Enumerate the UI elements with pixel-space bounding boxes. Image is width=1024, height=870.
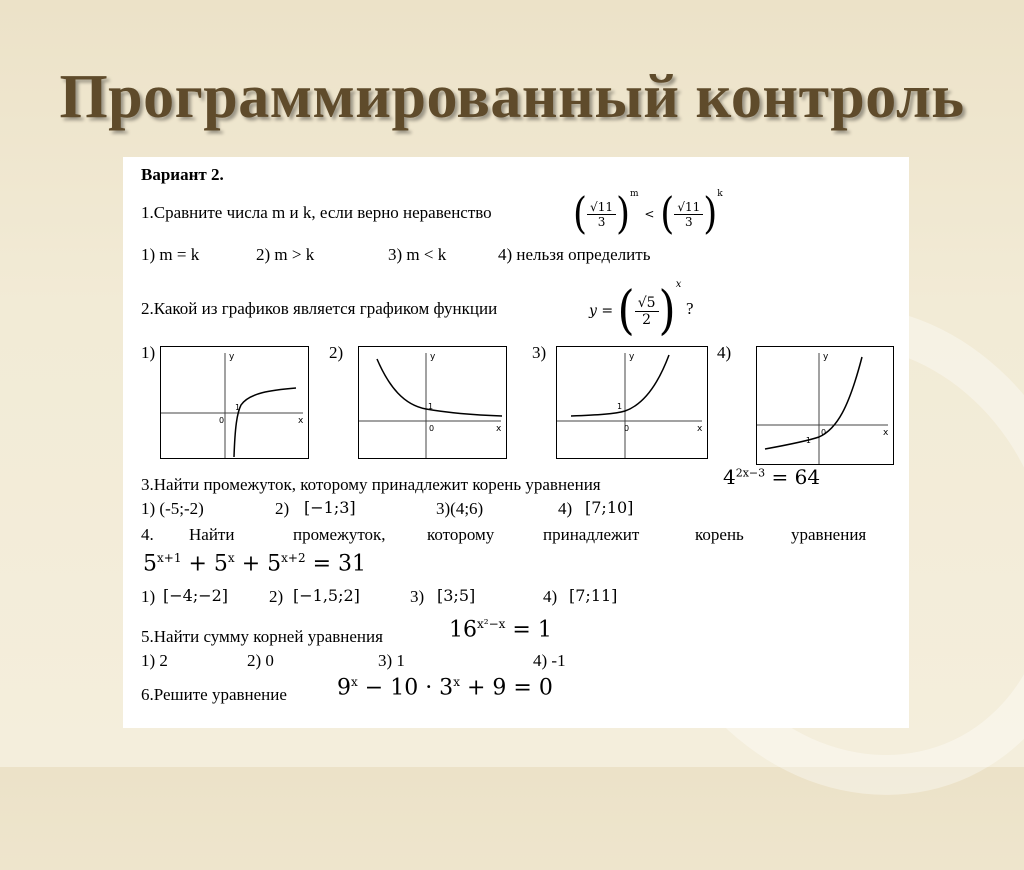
q1-exp-m: m bbox=[630, 189, 639, 199]
q3-equation bbox=[723, 465, 820, 489]
q5-text: 5.Найти сумму корней уравнения bbox=[141, 627, 383, 646]
q4-t3-base: 5 bbox=[267, 551, 282, 577]
q4-option-3-interval: [3;5] bbox=[437, 586, 476, 605]
q4-word-2: Найти bbox=[189, 525, 235, 544]
q5-exp: x²−x bbox=[477, 617, 506, 631]
graph-1-axis-x: x bbox=[298, 416, 304, 426]
q1-option-2: 2) m > k bbox=[256, 245, 315, 264]
q6-b: − 10 · 3 bbox=[364, 675, 454, 701]
q6-c: + 9 = 0 bbox=[466, 675, 553, 701]
q2-y: y = bbox=[589, 303, 614, 319]
graph-2-origin: 0 bbox=[429, 424, 435, 433]
graph-4-tick: -1 bbox=[803, 436, 811, 445]
q2-sqrt: √5 bbox=[635, 295, 659, 312]
graph-1-axis-y: y bbox=[229, 352, 235, 362]
q5-option-4: 4) -1 bbox=[533, 651, 566, 670]
graph-2-axis-x: x bbox=[496, 424, 502, 434]
q4-t2-exp: x bbox=[227, 551, 235, 565]
q2-function: y = ( $\frac{√5}{2}$ )$^x$ bbox=[589, 279, 682, 341]
q1-sign: < bbox=[644, 207, 655, 221]
graph-1 bbox=[160, 346, 309, 459]
q2-label-3: 3) bbox=[532, 343, 547, 362]
q3-option-1: 1) (-5;-2) bbox=[141, 499, 204, 518]
q4-rhs: = 31 bbox=[312, 551, 367, 577]
q1-expression: ( $\frac{√11}{3}$ )$^m$ < ( $\frac{√11}{3}$ )$^k$ bbox=[573, 189, 723, 239]
variant-heading: Вариант 2. bbox=[141, 165, 224, 184]
q4-option-4-interval: [7;11] bbox=[569, 586, 618, 605]
q1-option-1: 1) m = k bbox=[141, 245, 200, 264]
q3-rhs: = 64 bbox=[771, 465, 821, 489]
q4-plus-2: + bbox=[241, 551, 261, 577]
q1-text: 1.Сравните числа m и k, если верно неравенство bbox=[141, 203, 492, 222]
q2-exp: x bbox=[675, 279, 682, 290]
q5-option-3: 3) 1 bbox=[378, 651, 405, 670]
graph-3-axis-x: x bbox=[697, 424, 703, 434]
q4-option-4-label: 4) bbox=[543, 587, 558, 606]
q4-word-3: промежуток, bbox=[293, 525, 386, 544]
q4-t1-exp: x+1 bbox=[157, 551, 182, 565]
graph-4 bbox=[756, 346, 894, 465]
q4-word-4: которому bbox=[427, 525, 495, 544]
q3-exp: 2x−3 bbox=[735, 466, 766, 480]
page-title: Программированный контроль bbox=[59, 63, 965, 131]
graph-4-axis-x: x bbox=[883, 428, 889, 438]
graph-3 bbox=[556, 346, 708, 459]
q4-t3-exp: x+2 bbox=[281, 551, 306, 565]
q5-option-1: 1) 2 bbox=[141, 651, 168, 670]
q2-den: 2 bbox=[642, 311, 652, 328]
q3-text: 3.Найти промежуток, которому принадлежит корень уравнения bbox=[141, 475, 601, 494]
q1-option-4: 4) нельзя определить bbox=[498, 245, 651, 264]
q4-option-1-interval: [−4;−2] bbox=[163, 586, 229, 605]
q2-question-mark: ? bbox=[686, 299, 694, 318]
q4-option-2-interval: [−1,5;2] bbox=[293, 586, 360, 605]
graph-1-tick: 1 bbox=[235, 403, 241, 412]
q3-option-2-interval: [−1;3] bbox=[304, 498, 356, 517]
q4-word-5: принадлежит bbox=[543, 525, 640, 544]
q3-option-4-label: 4) bbox=[558, 499, 573, 518]
q4-word-6: корень bbox=[695, 525, 744, 544]
q4-option-1-label: 1) bbox=[141, 587, 156, 606]
graph-2-axis-y: y bbox=[430, 352, 436, 362]
q4-equation bbox=[143, 551, 366, 576]
q4-option-2-label: 2) bbox=[269, 587, 284, 606]
graph-3-origin: 0 bbox=[624, 424, 630, 433]
graph-1-origin: 0 bbox=[219, 416, 225, 425]
q6-equation bbox=[337, 675, 553, 700]
q4-word-7: уравнения bbox=[791, 525, 867, 544]
q3-base: 4 bbox=[723, 465, 736, 489]
q3-option-2-label: 2) bbox=[275, 499, 290, 518]
q4-option-3-label: 3) bbox=[410, 587, 425, 606]
q5-rhs: = 1 bbox=[512, 617, 552, 643]
q1-exp-k: k bbox=[717, 189, 723, 199]
q1-option-3: 3) m < k bbox=[388, 245, 447, 264]
q4-word-1: 4. bbox=[141, 525, 154, 544]
q2-label-1: 1) bbox=[141, 343, 156, 362]
q6-text: 6.Решите уравнение bbox=[141, 685, 287, 704]
q1-left-den: 3 bbox=[597, 215, 606, 229]
q2-label-2: 2) bbox=[329, 343, 344, 362]
worksheet bbox=[123, 157, 909, 728]
graph-3-tick: 1 bbox=[617, 402, 623, 411]
q4-t1-base: 5 bbox=[143, 551, 157, 577]
q6-a: 9 bbox=[337, 675, 351, 701]
q5-option-2: 2) 0 bbox=[247, 651, 274, 670]
q5-base: 16 bbox=[449, 617, 477, 643]
q4-plus-1: + bbox=[188, 551, 207, 577]
q1-right-sqrt: √11 bbox=[674, 200, 703, 215]
graph-4-origin: 0 bbox=[821, 428, 827, 437]
q2-text: 2.Какой из графиков является графиком функции bbox=[141, 299, 498, 318]
q6-a-exp: x bbox=[351, 675, 358, 689]
graph-3-axis-y: y bbox=[629, 352, 635, 362]
q4-t2-base: 5 bbox=[213, 551, 228, 577]
graph-2 bbox=[358, 346, 507, 459]
q6-b-exp: x bbox=[453, 675, 460, 689]
q3-option-3: 3)(4;6) bbox=[436, 499, 484, 518]
q2-label-4: 4) bbox=[717, 343, 732, 362]
q5-equation bbox=[449, 617, 552, 642]
q3-option-4-interval: [7;10] bbox=[585, 498, 634, 517]
graph-2-tick: 1 bbox=[428, 402, 434, 411]
q1-right-den: 3 bbox=[684, 215, 693, 229]
q1-left-sqrt: √11 bbox=[587, 200, 616, 215]
graph-4-axis-y: y bbox=[823, 352, 829, 362]
